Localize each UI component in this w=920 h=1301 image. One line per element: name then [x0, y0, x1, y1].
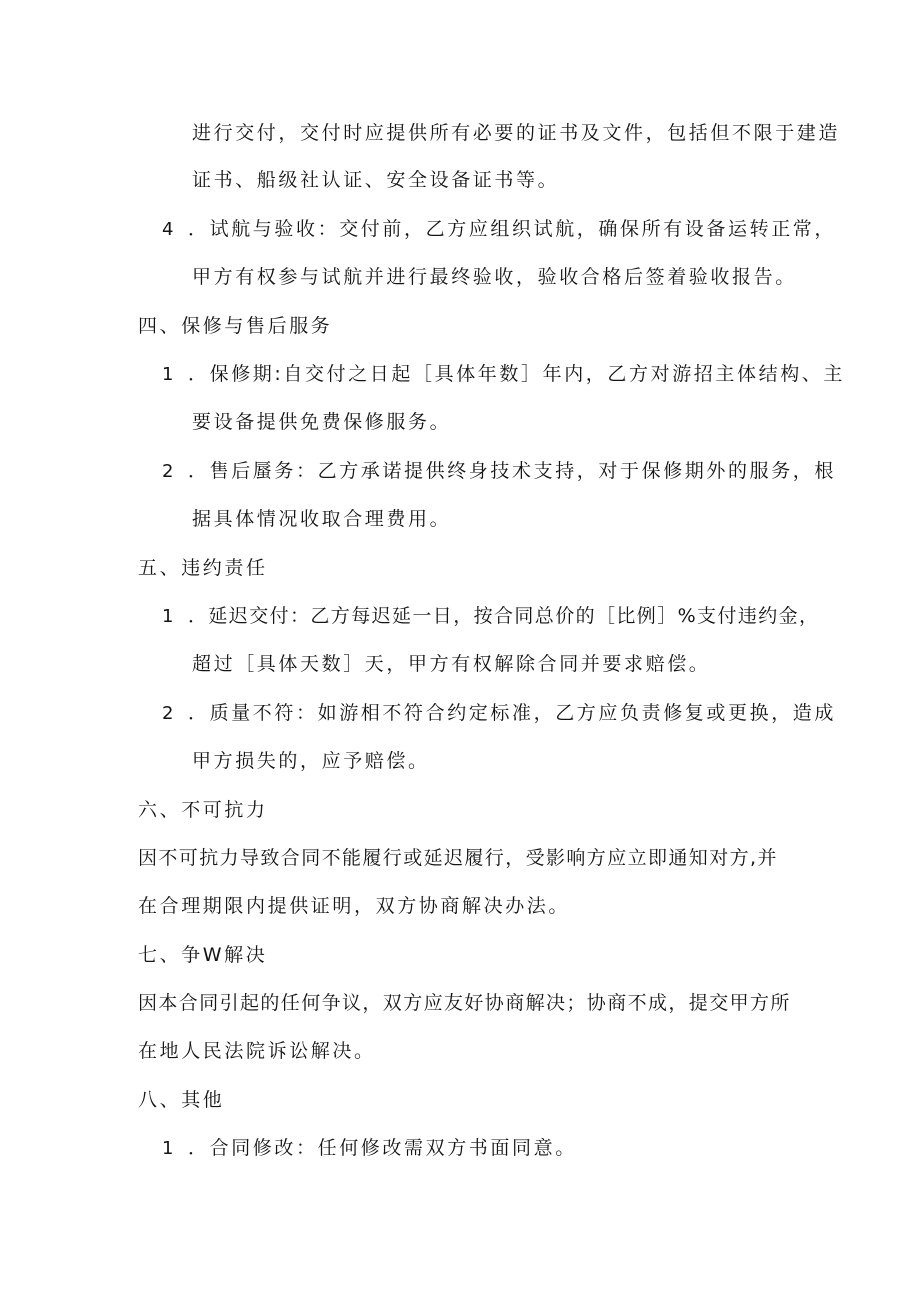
list-item-number: 4 — [162, 219, 177, 240]
list-item-number: 1 — [162, 1138, 177, 1159]
list-item-text: ．保修期:自交付之日起［具体年数］年内，乙方对游招主体结构、主 — [188, 363, 846, 385]
section-heading: 八、其他 — [138, 1089, 225, 1111]
list-item-number: 1 — [162, 606, 175, 627]
list-item-text: ．合同修改：任何修改需双方书面同意。 — [188, 1137, 577, 1159]
list-item-number: 1 — [162, 364, 177, 385]
section-heading: 六、不可抗力 — [138, 799, 268, 821]
body-text-line: 在地人民法院诉讼解决。 — [138, 1040, 376, 1062]
list-item-text: ．售后蜃务：乙方承诺提供终身技术支持，对于保修期外的服务，根 — [188, 460, 837, 482]
list-item — [162, 458, 836, 485]
list-item-text: ．试航与验收：交付前，乙方应组织试航，确保所有设备运转正常， — [188, 218, 837, 240]
list-item-number: 2 — [162, 461, 177, 482]
list-item — [162, 216, 836, 243]
body-text-line: 进行交付，交付时应提供所有必要的证书及文件，包括但不限于建造 — [192, 122, 841, 144]
body-text-line: 因不可抗力导致合同不能履行或延迟履行，受影响方应立即通知对方,并 — [138, 847, 778, 869]
body-text-line: 甲方有权参与试航并进行最终验收，验收合格后签着验收报告。 — [192, 266, 797, 288]
section-heading: 四、保修与售后服务 — [138, 315, 333, 337]
section-heading: 七、争W解决 — [138, 944, 268, 966]
list-item — [162, 603, 819, 630]
body-text-line: 超过［具体天数］天，甲方有权解除合同并要求赔偿。 — [192, 653, 711, 675]
body-text-line: 在合理期限内提供证明，双方协商解决办法。 — [138, 895, 571, 917]
list-item — [162, 700, 836, 727]
body-text-line: 据具体情况收取合理费用。 — [192, 508, 452, 530]
list-item-text: ．延迟交付：乙方每迟延一日，按合同总价的［比例］%支付违约金， — [188, 605, 820, 627]
section-heading: 五、违约责任 — [138, 557, 268, 579]
list-item-number: 2 — [162, 703, 177, 724]
list-item-text: ．质量不符：如游相不符合约定标准，乙方应负责修复或更换，造成 — [188, 702, 837, 724]
list-item — [162, 361, 845, 388]
body-text-line: 因本合同引起的任何争议，双方应友好协商解决；协商不成，提交甲方所 — [138, 992, 791, 1014]
list-item — [162, 1135, 577, 1162]
body-text-line: 甲方损失的，应予赔偿。 — [192, 750, 430, 772]
body-text-line: 要设备提供免费保修服务。 — [192, 411, 452, 433]
body-text-line: 证书、船级社认证、安全设备证书等。 — [192, 169, 560, 191]
